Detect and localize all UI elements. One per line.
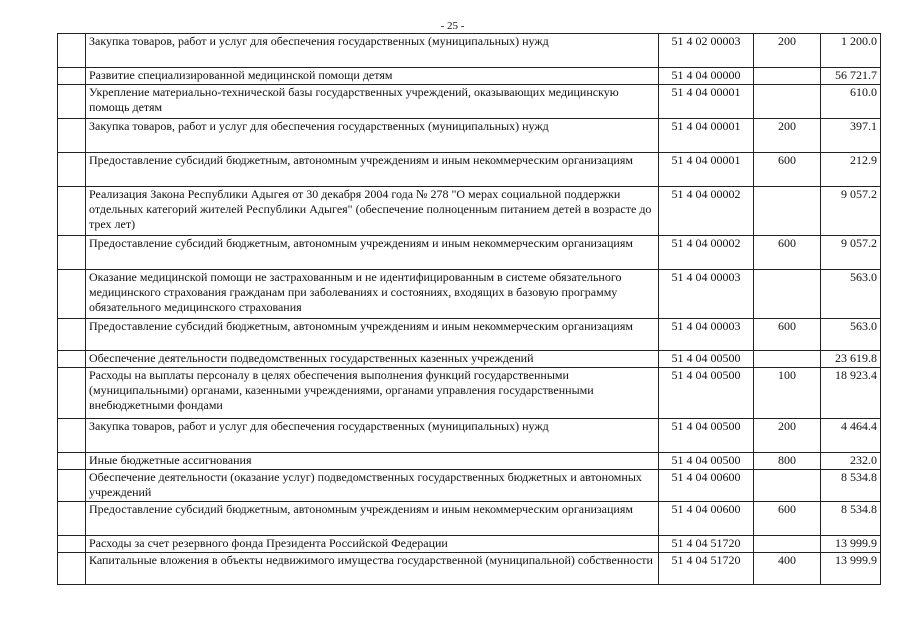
row-sum: 9 057.2 [821,236,881,270]
row-name: Оказание медицинской помощи не застрахованным и не идентифицированным в системе обязательного медицинского страхования гражданам при заболеваниях и состояниях, входящих в базовую программу обязательного медицинского страхования [86,270,659,319]
row-code: 51 4 04 00002 [659,236,754,270]
blank-cell [58,119,86,153]
row-sum: 9 057.2 [821,187,881,236]
table-row [58,419,881,453]
blank-cell [58,470,86,502]
blank-cell [58,553,86,585]
row-sum: 23 619.8 [821,351,881,368]
row-type: 100 [754,368,821,419]
budget-table [57,33,881,585]
row-type: 200 [754,34,821,68]
blank-cell [58,236,86,270]
table-row [58,536,881,553]
row-name: Расходы на выплаты персоналу в целях обеспечения выполнения функций государственными (муниципальными) органами, казенными учреждениями, органами управления государственными внебюджетными фондами [86,368,659,419]
table-row [58,319,881,351]
row-code: 51 4 04 00500 [659,351,754,368]
row-sum: 610.0 [821,85,881,119]
row-name: Реализация Закона Республики Адыгея от 30 декабря 2004 года № 278 "О мерах социальной поддержки отдельных категорий жителей Республики Адыгея" (обеспечение полноценным питанием детей в возрасте до трех лет) [86,187,659,236]
blank-cell [58,270,86,319]
row-name: Иные бюджетные ассигнования [86,453,659,470]
row-type [754,68,821,85]
table-row [58,368,881,419]
row-sum: 13 999.9 [821,536,881,553]
row-sum: 18 923.4 [821,368,881,419]
row-code: 51 4 04 00003 [659,270,754,319]
row-type [754,351,821,368]
blank-cell [58,368,86,419]
row-code: 51 4 04 00600 [659,470,754,502]
row-code: 51 4 04 00500 [659,419,754,453]
page-number: - 25 - [440,20,465,32]
row-sum: 8 534.8 [821,502,881,536]
blank-cell [58,34,86,68]
row-code: 51 4 04 00600 [659,502,754,536]
row-name: Обеспечение деятельности (оказание услуг) подведомственных государственных бюджетных и автономных учреждений [86,470,659,502]
row-code: 51 4 04 00000 [659,68,754,85]
row-sum: 56 721.7 [821,68,881,85]
blank-cell [58,85,86,119]
row-name: Предоставление субсидий бюджетным, автономным учреждениям и иным некоммерческим организациям [86,502,659,536]
row-sum: 397.1 [821,119,881,153]
row-type: 800 [754,453,821,470]
blank-cell [58,453,86,470]
blank-cell [58,536,86,553]
blank-cell [58,153,86,187]
row-type [754,187,821,236]
table-row [58,119,881,153]
row-code: 51 4 04 00001 [659,85,754,119]
table-row [58,187,881,236]
row-type: 200 [754,419,821,453]
row-type [754,85,821,119]
row-type: 600 [754,319,821,351]
row-sum: 212.9 [821,153,881,187]
row-code: 51 4 04 00002 [659,187,754,236]
row-sum: 8 534.8 [821,470,881,502]
row-sum: 232.0 [821,453,881,470]
row-type: 600 [754,502,821,536]
row-code: 51 4 04 51720 [659,536,754,553]
blank-cell [58,187,86,236]
row-sum: 563.0 [821,319,881,351]
row-type: 400 [754,553,821,585]
row-name: Предоставление субсидий бюджетным, автономным учреждениям и иным некоммерческим организациям [86,319,659,351]
row-code: 51 4 04 00003 [659,319,754,351]
blank-cell [58,319,86,351]
table-row [58,68,881,85]
row-name: Закупка товаров, работ и услуг для обеспечения государственных (муниципальных) нужд [86,419,659,453]
row-code: 51 4 04 00500 [659,368,754,419]
blank-cell [58,351,86,368]
row-type: 600 [754,153,821,187]
table-row [58,153,881,187]
row-code: 51 4 02 00003 [659,34,754,68]
table-row [58,236,881,270]
row-name: Развитие специализированной медицинской помощи детям [86,68,659,85]
row-code: 51 4 04 00500 [659,453,754,470]
row-type: 600 [754,236,821,270]
table-row [58,470,881,502]
row-code: 51 4 04 00001 [659,119,754,153]
row-sum: 1 200.0 [821,34,881,68]
row-sum: 13 999.9 [821,553,881,585]
blank-cell [58,419,86,453]
row-name: Обеспечение деятельности подведомственных государственных казенных учреждений [86,351,659,368]
row-name: Закупка товаров, работ и услуг для обеспечения государственных (муниципальных) нужд [86,119,659,153]
row-type [754,270,821,319]
table-row [58,34,881,68]
row-name: Предоставление субсидий бюджетным, автономным учреждениям и иным некоммерческим организациям [86,153,659,187]
row-name: Предоставление субсидий бюджетным, автономным учреждениям и иным некоммерческим организациям [86,236,659,270]
blank-cell [58,68,86,85]
blank-cell [58,502,86,536]
table-row [58,351,881,368]
row-name: Закупка товаров, работ и услуг для обеспечения государственных (муниципальных) нужд [86,34,659,68]
row-name: Капитальные вложения в объекты недвижимого имущества государственной (муниципальной) собственности [86,553,659,585]
row-sum: 563.0 [821,270,881,319]
row-type [754,536,821,553]
row-sum: 4 464.4 [821,419,881,453]
row-type [754,470,821,502]
row-code: 51 4 04 00001 [659,153,754,187]
table-row [58,85,881,119]
row-name: Расходы за счет резервного фонда Президента Российской Федерации [86,536,659,553]
table-row [58,502,881,536]
table-row [58,553,881,585]
table-row [58,453,881,470]
row-type: 200 [754,119,821,153]
row-code: 51 4 04 51720 [659,553,754,585]
row-name: Укрепление материально-технической базы государственных учреждений, оказывающих медицинскую помощь детям [86,85,659,119]
table-row [58,270,881,319]
